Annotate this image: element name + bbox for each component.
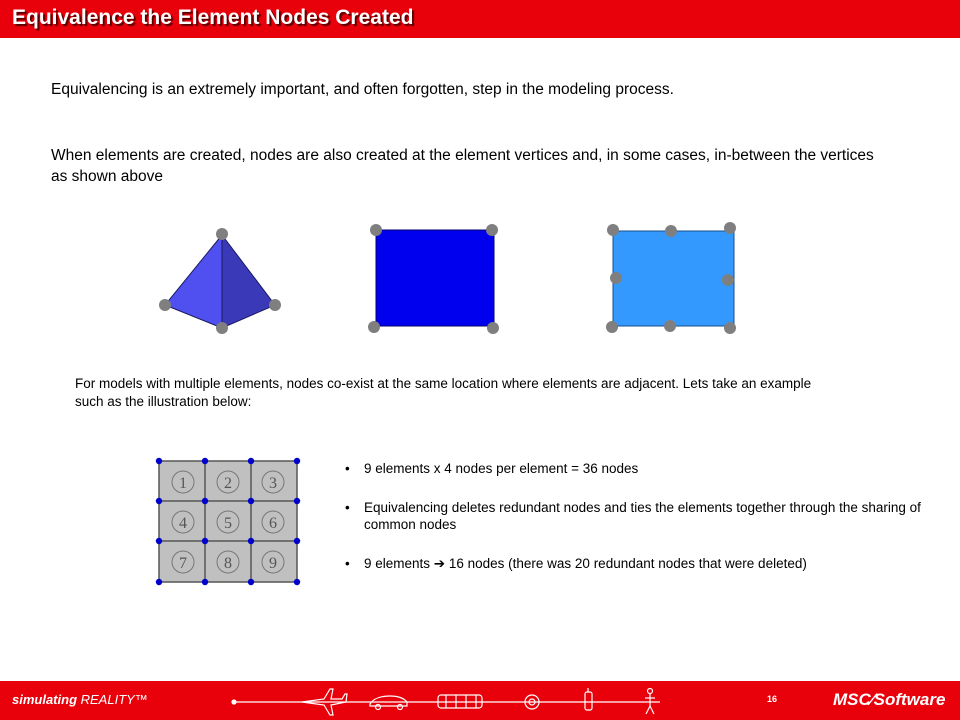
mesh-node [202, 498, 208, 504]
tri-face-right [222, 235, 275, 328]
mesh-node [248, 538, 254, 544]
tri-node [159, 299, 171, 311]
quad8-element [606, 222, 736, 334]
mesh-node [156, 498, 162, 504]
quad8-node [724, 222, 736, 234]
mesh-node [294, 458, 300, 464]
quad4-node [486, 224, 498, 236]
quad4-node [487, 322, 499, 334]
quad8-node [607, 224, 619, 236]
paragraph-nodes: When elements are created, nodes are also created at the element vertices and, in some cases, in-between the vertices as shown above [51, 147, 874, 185]
element-number: 9 [269, 555, 277, 572]
mesh-node [248, 579, 254, 585]
slide-title: Equivalence the Element Nodes Created [12, 6, 414, 29]
mesh-node [294, 498, 300, 504]
footer-bar [0, 681, 960, 720]
mesh-node [202, 458, 208, 464]
bullet-list [344, 460, 924, 594]
quad8-node [664, 320, 676, 332]
quad4-node [368, 321, 380, 333]
vehicle-line-art-icons [220, 685, 680, 717]
quad8-face [613, 231, 734, 326]
tagline-rest: REALITY™ [77, 692, 148, 707]
mesh-node [156, 538, 162, 544]
quad8-node [665, 225, 677, 237]
quad8-node [724, 322, 736, 334]
bullet-item: • 9 elements x 4 nodes per element = 36 nodes [344, 460, 924, 477]
page-number: 16 [767, 694, 778, 704]
tri-face-left [165, 235, 222, 328]
element-number: 6 [269, 515, 277, 532]
mesh-node [248, 498, 254, 504]
mesh-grid [156, 458, 300, 585]
mesh-node [202, 538, 208, 544]
mesh-node [294, 538, 300, 544]
element-number: 3 [269, 475, 277, 492]
tri-node [216, 228, 228, 240]
mesh-node [156, 458, 162, 464]
mesh-node [202, 579, 208, 585]
mesh-node [248, 458, 254, 464]
element-number: 4 [179, 515, 187, 532]
tagline-bold: simulating [12, 692, 78, 707]
tri-node [269, 299, 281, 311]
mesh-node [294, 579, 300, 585]
tri-node [216, 322, 228, 334]
bullet-item: • Equivalencing deletes redundant nodes and ties the elements together through the sharing of common nodes [344, 499, 924, 533]
quad4-element [368, 224, 499, 334]
element-number: 8 [224, 555, 232, 572]
element-number: 1 [179, 475, 187, 492]
paragraph-multiple-elements: For models with multiple elements, nodes co-exist at the same location where elements are adjacent. Lets take an example such as the illustration below: [75, 376, 812, 409]
quad8-node [722, 274, 734, 286]
paragraph-intro: Equivalencing is an extremely important, and often forgotten, step in the modeling process. [51, 81, 674, 98]
triangular-element [159, 228, 281, 334]
footer-tagline [12, 692, 148, 707]
element-number: 5 [224, 515, 232, 532]
element-number: 2 [224, 475, 232, 492]
bullet-item: • 9 elements ➔ 16 nodes (there was 20 redundant nodes that were deleted) [344, 555, 924, 572]
quad4-node [370, 224, 382, 236]
mesh-node [156, 579, 162, 585]
quad8-node [610, 272, 622, 284]
brand-logo: MSC⁄Software [833, 690, 946, 709]
element-number: 7 [179, 555, 187, 572]
quad8-node [606, 321, 618, 333]
quad4-face [376, 230, 494, 326]
